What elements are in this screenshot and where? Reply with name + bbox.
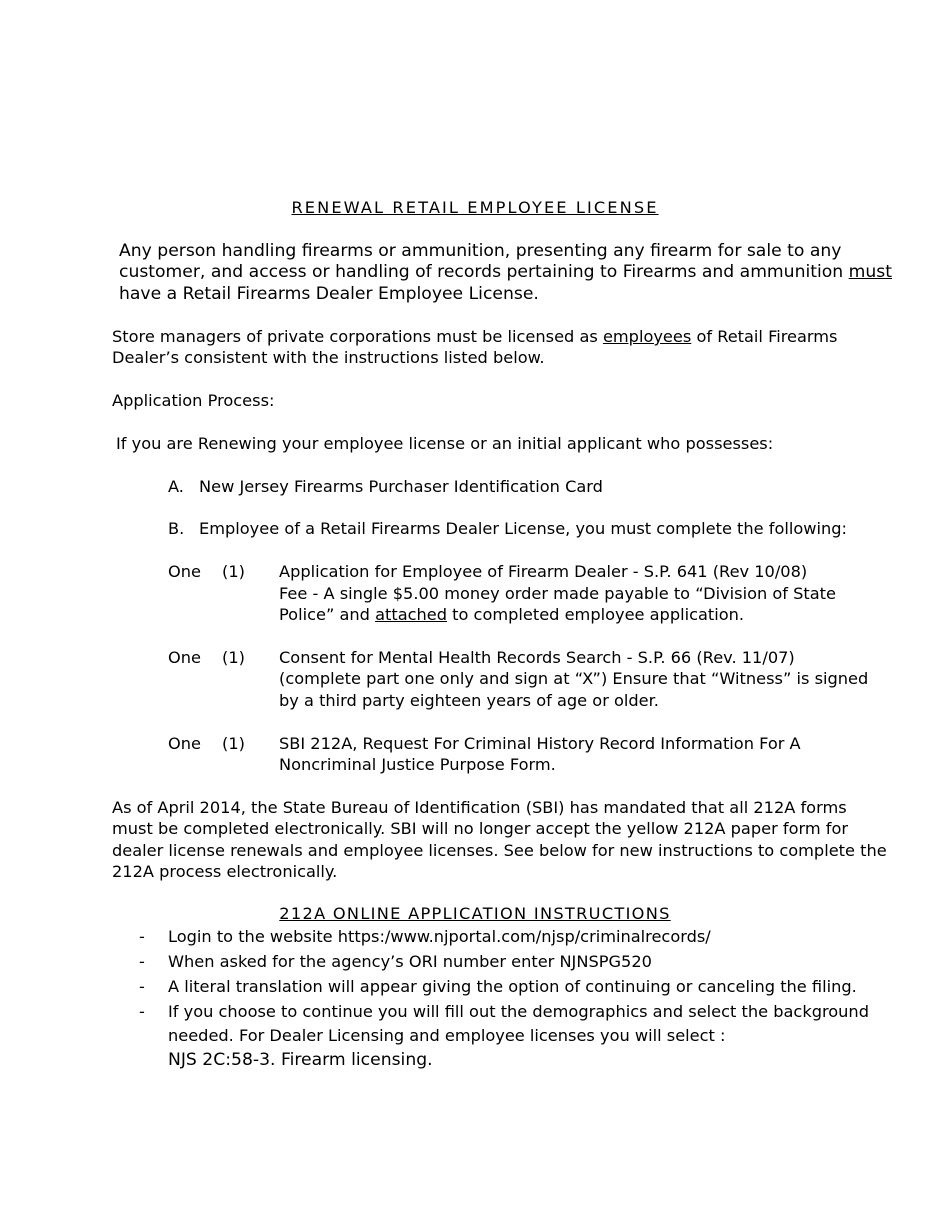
item-2-line-2: (complete part one only and sign at “X”) Ensure that “Witness” is signed <box>279 669 869 688</box>
managers-line-1-pre: Store managers of private corporations must be licensed as <box>112 327 603 346</box>
bullet-2-marker: - <box>139 952 145 971</box>
item-1-line-2: Fee - A single $5.00 money order made payable to “Division of State <box>279 584 836 603</box>
intro-line-2 <box>119 262 892 282</box>
bullet-4-marker: - <box>139 1002 145 1021</box>
intro-line-2-text: customer, and access or handling of records pertaining to Firearms and ammunition <box>119 262 849 282</box>
bullet-3-text: A literal translation will appear giving the option of continuing or canceling the filing. <box>168 977 857 996</box>
bullet-4-line-2: needed. For Dealer Licensing and employee licenses you will select : <box>168 1026 726 1045</box>
sbi-line-1: As of April 2014, the State Bureau of Identification (SBI) has mandated that all 212A forms <box>112 798 847 817</box>
intro-underlined-must: must <box>848 262 892 282</box>
item-2-line-1: Consent for Mental Health Records Search - S.P. 66 (Rev. 11/07) <box>279 648 795 667</box>
bullet-1-marker: - <box>139 927 145 946</box>
option-b-text: Employee of a Retail Firearms Dealer License, you must complete the following: <box>199 519 847 538</box>
bullet-4-line-1: If you choose to continue you will fill out the demographics and select the background <box>168 1002 869 1021</box>
option-a-letter: A. <box>168 477 184 496</box>
item-1-qty: One <box>168 562 201 581</box>
sbi-line-3: dealer license renewals and employee licenses. See below for new instructions to complete the <box>112 841 887 860</box>
item-3-line-2: Noncriminal Justice Purpose Form. <box>279 755 556 774</box>
item-1-underlined-attached: attached <box>375 605 448 624</box>
bullet-2-text: When asked for the agency’s ORI number enter NJNSPG520 <box>168 952 652 971</box>
bullet-3-marker: - <box>139 977 145 996</box>
managers-line-2: Dealer’s consistent with the instructions listed below. <box>112 348 545 367</box>
application-process-heading: Application Process: <box>112 391 275 410</box>
bullet-4-line-3: NJS 2C:58-3. Firearm licensing. <box>168 1050 433 1070</box>
bullet-1-text: Login to the website https:/www.njportal.com/njsp/criminalrecords/ <box>168 927 711 946</box>
item-1-line-3-post: to completed employee application. <box>447 605 745 624</box>
item-2-num: (1) <box>222 648 245 667</box>
sbi-line-4: 212A process electronically. <box>112 862 338 881</box>
item-1-line-1: Application for Employee of Firearm Dealer - S.P. 641 (Rev 10/08) <box>279 562 808 581</box>
item-2-qty: One <box>168 648 201 667</box>
page-title: RENEWAL RETAIL EMPLOYEE LICENSE <box>291 198 659 217</box>
online-instructions-title: 212A ONLINE APPLICATION INSTRUCTIONS <box>279 904 671 923</box>
item-3-line-1: SBI 212A, Request For Criminal History Record Information For A <box>279 734 801 753</box>
item-1-line-3 <box>279 605 744 625</box>
item-3-qty: One <box>168 734 201 753</box>
item-1-line-3-pre: Police” and <box>279 605 376 624</box>
managers-line-1-post: of Retail Firearms <box>691 327 838 346</box>
managers-underlined-employees: employees <box>602 327 692 346</box>
intro-line-1: Any person handling firearms or ammunition, presenting any firearm for sale to any <box>119 241 842 261</box>
renewing-text: If you are Renewing your employee license or an initial applicant who possesses: <box>116 434 774 453</box>
option-b-letter: B. <box>168 519 185 538</box>
option-a-text: New Jersey Firearms Purchaser Identification Card <box>199 477 603 496</box>
intro-line-3: have a Retail Firearms Dealer Employee License. <box>119 284 539 304</box>
item-1-num: (1) <box>222 562 245 581</box>
managers-line-1 <box>112 327 837 347</box>
item-2-line-3: by a third party eighteen years of age or older. <box>279 691 659 710</box>
sbi-line-2: must be completed electronically. SBI will no longer accept the yellow 212A paper form for <box>112 819 849 838</box>
item-3-num: (1) <box>222 734 245 753</box>
